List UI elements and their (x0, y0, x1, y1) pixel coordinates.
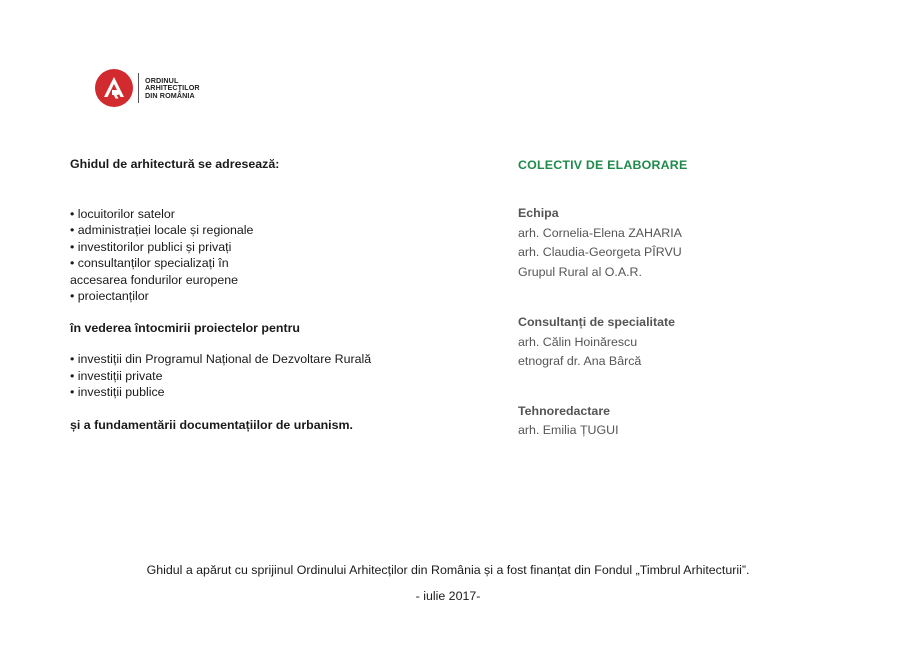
team-member: arh. Claudia-Georgeta PÎRVU (518, 245, 682, 259)
audience-item: • proiectanților (70, 289, 149, 303)
consultant: arh. Călin Hoinărescu (518, 334, 638, 349)
oar-logo (95, 69, 200, 107)
footer (0, 563, 896, 603)
funding-note: Ghidul a apărut cu sprijinul Ordinului Arhitecților din România și a fost finanțat din Fondul „Timbrul Arhitecturii”. (146, 563, 750, 577)
logo-wordmark (145, 77, 200, 99)
credits-section (518, 158, 858, 441)
logo-line-3: DIN ROMÂNIA (145, 90, 195, 100)
consultants-heading: Consultanți de specialitate (518, 315, 675, 329)
audience-list (70, 206, 490, 305)
projects-heading: în vederea întocmirii proiectelor pentru (70, 320, 300, 335)
audience-item: • investitorilor publici și privați (70, 239, 232, 254)
oar-logo-mark-icon (95, 69, 133, 107)
closing-statement: și a fundamentării documentațiilor de urbanism. (70, 417, 353, 432)
audience-heading: Ghidul de arhitectură se adresează: (70, 157, 280, 171)
logo-line-1: ORDINUL (145, 75, 179, 85)
project-item: • investiții private (70, 368, 163, 383)
audience-item: • locuitorilor satelor (70, 206, 175, 221)
team-member: Grupul Rural al O.A.R. (518, 264, 642, 279)
projects-list (70, 351, 490, 401)
project-item: • investiții din Programul Național de Dezvoltare Rurală (70, 352, 372, 366)
logo-line-2: ARHITECȚILOR (145, 83, 200, 93)
audience-item: • administrației locale și regionale (70, 223, 254, 237)
team-heading: Echipa (518, 206, 559, 220)
team-member: arh. Cornelia-Elena ZAHARIA (518, 225, 682, 240)
audience-item: • consultanților specializați în (70, 256, 229, 270)
publication-date: - iulie 2017- (415, 589, 481, 603)
dtp-member: arh. Emilia ȚUGUI (518, 423, 619, 437)
project-item: • investiții publice (70, 385, 165, 399)
audience-item: accesarea fondurilor europene (70, 272, 239, 287)
dtp-heading: Tehnoredactare (518, 403, 611, 418)
credits-title: COLECTIV DE ELABORARE (518, 158, 688, 172)
logo-separator (138, 73, 139, 103)
consultant: etnograf dr. Ana Bârcă (518, 354, 642, 368)
audience-section (70, 156, 490, 433)
